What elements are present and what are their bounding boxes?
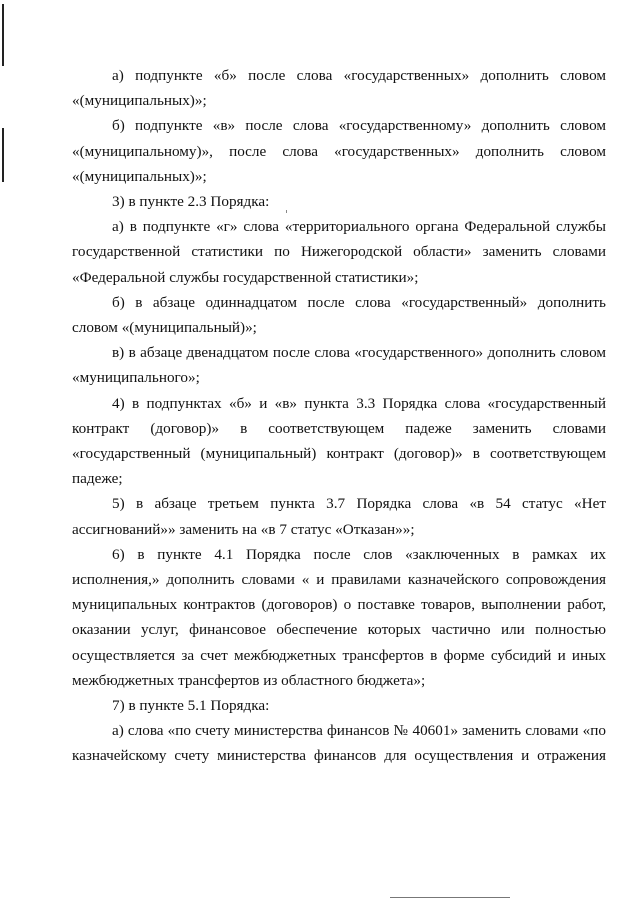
paragraph-point-3-a: а) в подпункте «г» слова «территориального органа Федеральной службы государственной статистики по Нижегородской области» заменить словами «Федеральной службы государственной статистики»; — [72, 218, 606, 286]
paragraph-point-7-a: а) слова «по счету министерства финансов № 40601» заменить словами «по казначейскому счету министерства финансов для осуществления и отражения — [72, 722, 606, 765]
footer-rule — [390, 897, 510, 898]
paragraph-item-b-subpoint-v: б) подпункте «в» после слова «государственному» дополнить словом «(муниципальному)», после слова «государственных» дополнить словом «(муниципальных)»; — [72, 117, 606, 185]
document-page — [72, 63, 606, 769]
paragraph-item-a-subpoint-b: а) подпункте «б» после слова «государственных» дополнить словом «(муниципальных)»; — [72, 67, 606, 110]
paragraph-point-6: 6) в пункте 4.1 Порядка после слов «заключенных в рамках их исполнения,» дополнить словами « и правилами казначейского сопровождения муниципальных контрактов (договоров) о поставке товаров, выполнении работ, оказании услуг, финансовое обеспечение которых частично или полностью осуществляется за счет межбюджетных трансфертов в форме субсидий и иных межбюджетных трансфертов из областного бюджета»; — [72, 545, 606, 689]
paragraph-point-7-heading: 7) в пункте 5.1 Порядка: — [112, 697, 270, 715]
left-edge-scan-mark-middle — [2, 128, 4, 182]
paragraph-point-3-v: в) в абзаце двенадцатом после слова «государственного» дополнить словом «муниципального»; — [72, 344, 606, 387]
paragraph-point-5: 5) в абзаце третьем пункта 3.7 Порядка слова «в 54 статус «Нет ассигнований»» заменить на «в 7 статус «Отказан»»; — [72, 495, 606, 538]
paragraph-point-3-heading: 3) в пункте 2.3 Порядка: — [112, 193, 270, 211]
paragraph-point-4: 4) в подпунктах «б» и «в» пункта 3.3 Порядка слова «государственный контракт (договор)» в соответствующем падеже заменить словами «государственный (муниципальный) контракт (договор)» в соответствующем падеже; — [72, 394, 606, 488]
left-edge-scan-mark-top — [2, 4, 4, 66]
paragraph-point-3-b: б) в абзаце одиннадцатом после слова «государственный» дополнить словом «(муниципальный)»; — [72, 293, 606, 337]
